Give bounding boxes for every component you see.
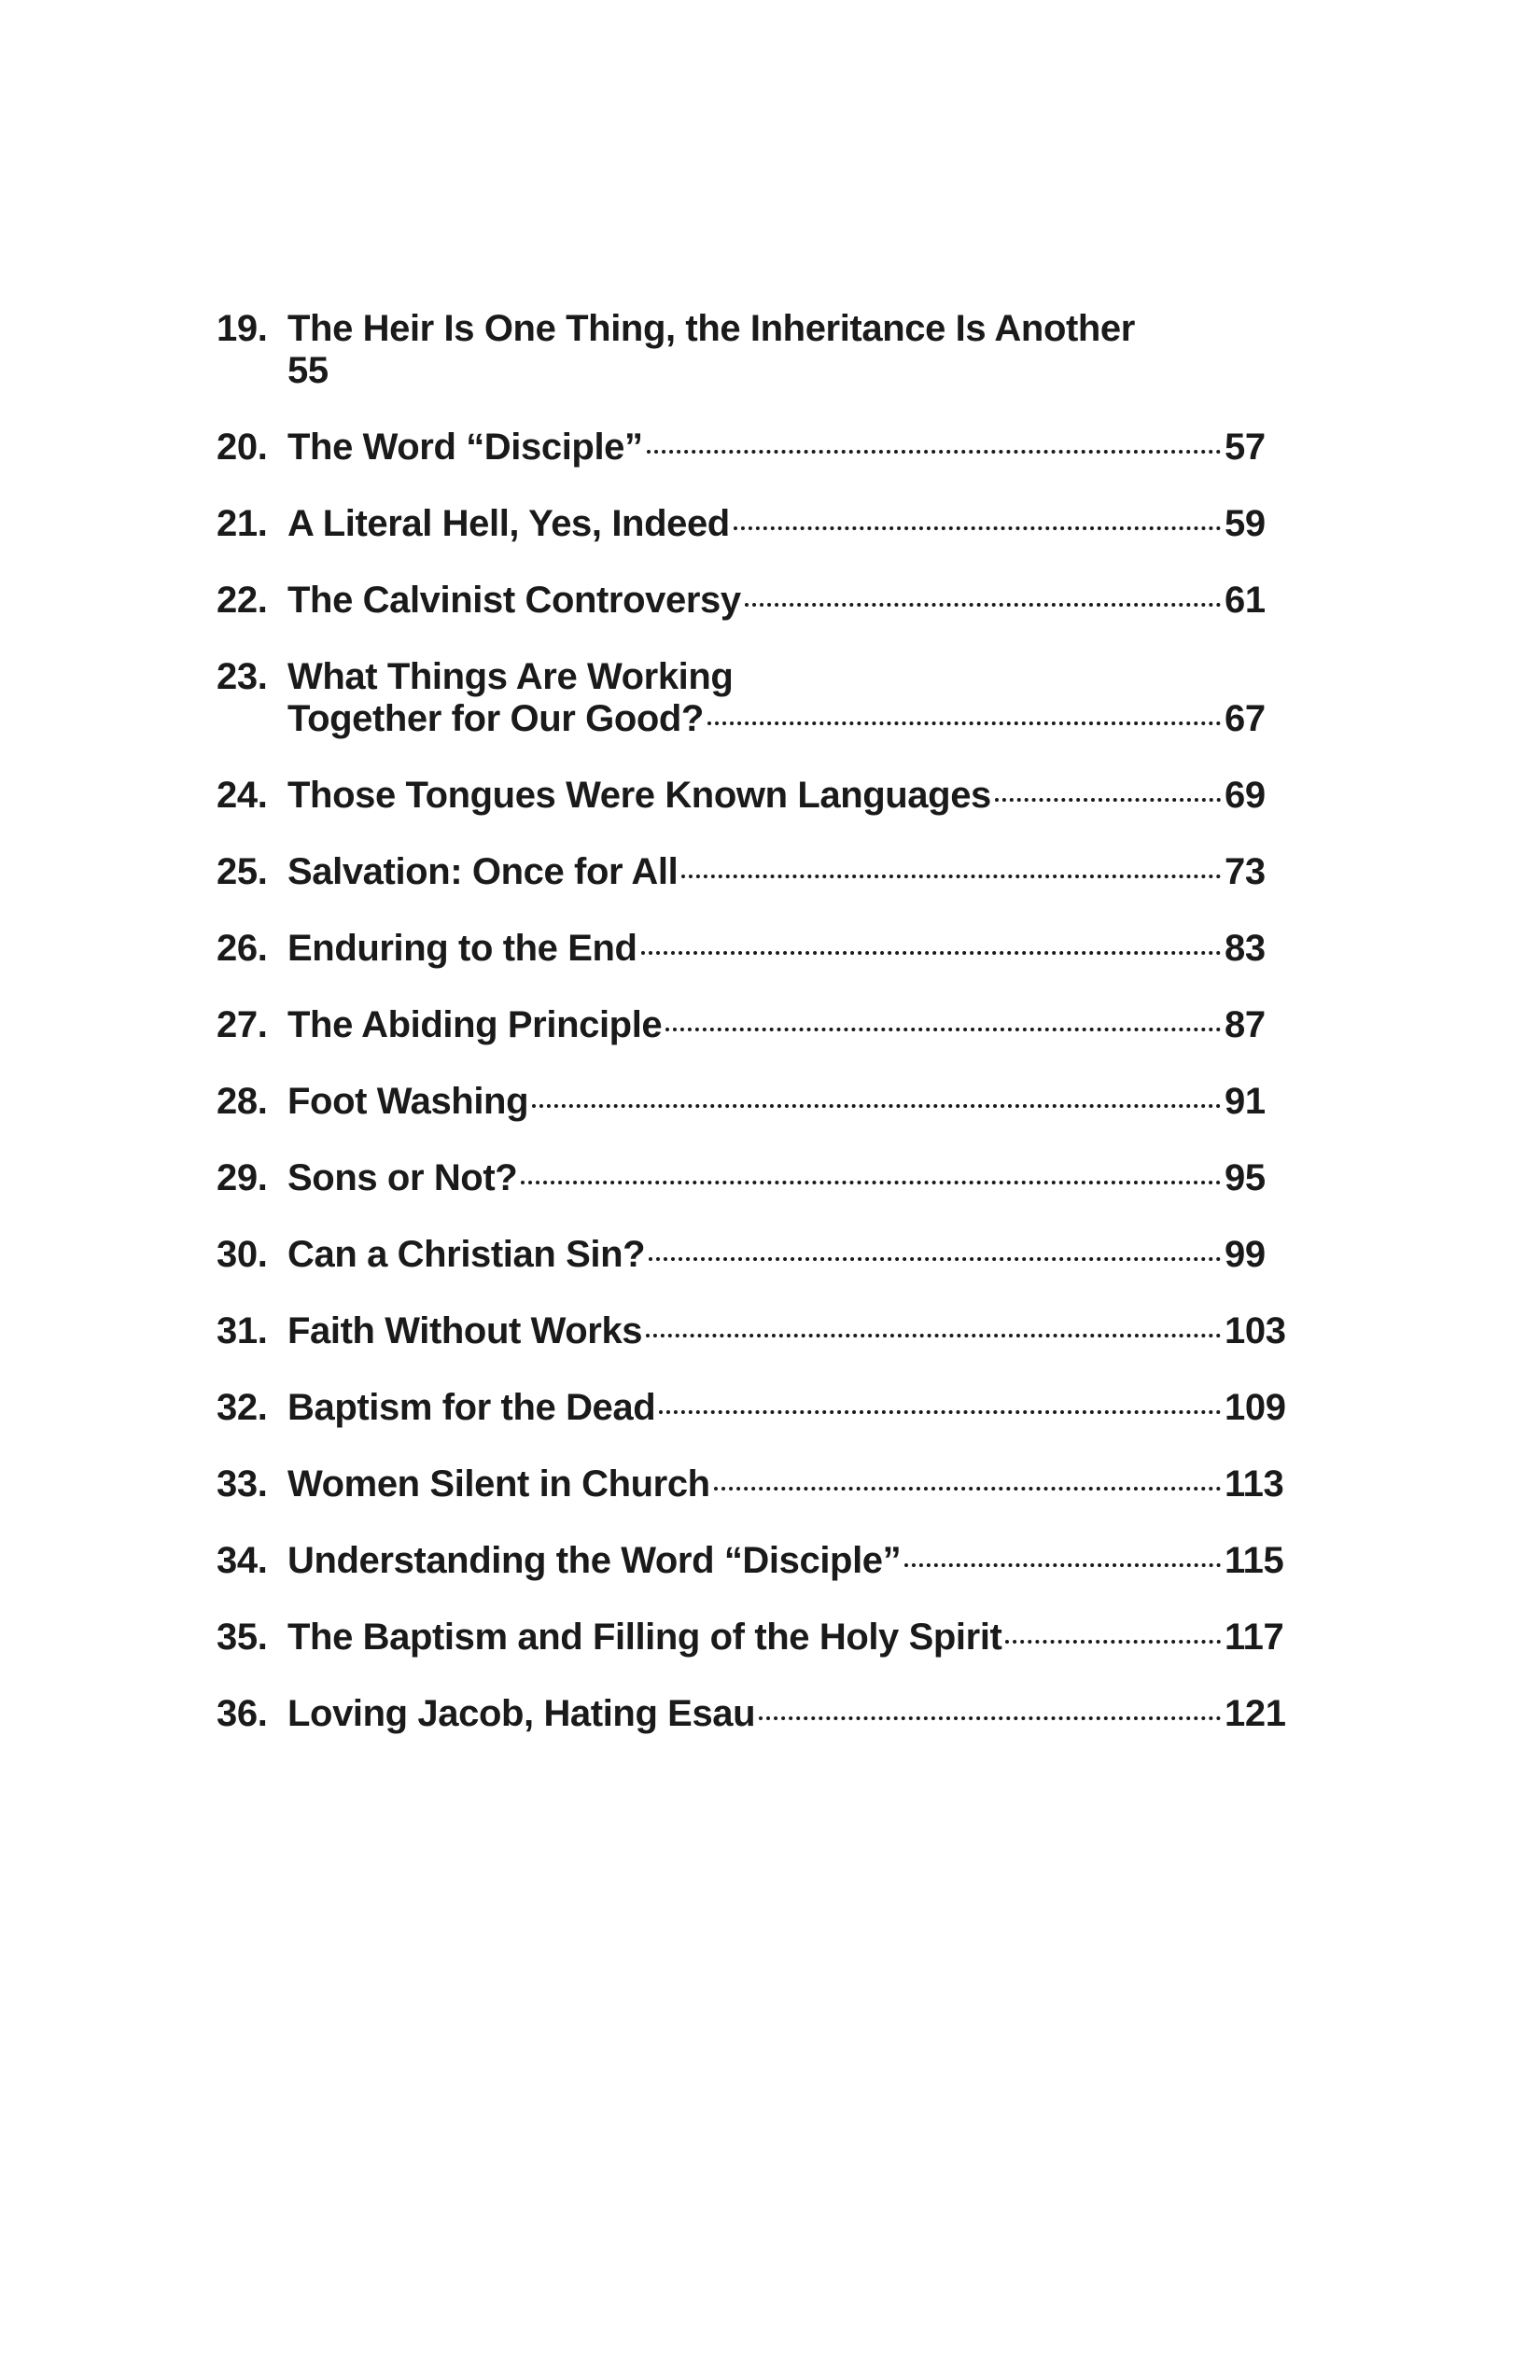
dot-leader [707, 721, 1221, 725]
toc-entry-page: 91 [1225, 1081, 1266, 1122]
toc-entry-page: 87 [1225, 1004, 1266, 1045]
dot-leader [649, 1257, 1221, 1261]
dot-leader [1005, 1640, 1221, 1644]
toc-entry-title: The Heir Is One Thing, the Inheritance Is Another [287, 308, 1135, 349]
toc-entry-title: The Calvinist Controversy [287, 580, 741, 621]
toc-entry-title: Can a Christian Sin? [287, 1234, 646, 1275]
toc-entry-25[interactable] [217, 851, 1307, 893]
toc-entry-number: 23. [217, 656, 268, 697]
toc-entry-page: 121 [1225, 1693, 1286, 1734]
toc-entry-title-line2: Together for Our Good? [287, 698, 704, 739]
toc-entry-title: A Literal Hell, Yes, Indeed [287, 503, 730, 544]
dot-leader [641, 951, 1221, 955]
toc-entry-33[interactable] [217, 1463, 1307, 1505]
dot-leader [714, 1487, 1221, 1491]
toc-entry-23[interactable] [217, 656, 1307, 740]
toc-entry-number: 27. [217, 1004, 268, 1045]
toc-entry-page: 117 [1225, 1617, 1284, 1658]
toc-entry-page: 113 [1225, 1463, 1284, 1505]
toc-entry-title: Salvation: Once for All [287, 851, 679, 892]
toc-entry-title: Faith Without Works [287, 1310, 643, 1351]
dot-leader [521, 1181, 1221, 1184]
toc-entry-number: 31. [217, 1310, 268, 1351]
toc-entry-title: The Baptism and Filling of the Holy Spirit [287, 1617, 1002, 1658]
toc-entry-number: 29. [217, 1157, 268, 1198]
toc-entry-title: The Abiding Principle [287, 1004, 663, 1045]
dot-leader [759, 1716, 1221, 1720]
toc-entry-32[interactable] [217, 1387, 1307, 1429]
dot-leader [665, 1028, 1221, 1031]
toc-entry-page: 95 [1225, 1157, 1266, 1198]
toc-entry-page: 73 [1225, 851, 1266, 892]
dot-leader [734, 526, 1221, 530]
toc-entry-title: Those Tongues Were Known Languages [287, 775, 991, 816]
toc-entry-title: Sons or Not? [287, 1157, 518, 1198]
toc-entry-title: The Word “Disciple” [287, 427, 643, 468]
toc-entry-number: 28. [217, 1081, 268, 1122]
toc-entry-29[interactable] [217, 1157, 1307, 1199]
toc-entry-27[interactable] [217, 1004, 1307, 1046]
toc-entry-number: 33. [217, 1463, 268, 1505]
toc-entry-number: 35. [217, 1617, 268, 1658]
toc-entry-title: Understanding the Word “Disciple” [287, 1540, 902, 1581]
toc-entry-page: 109 [1225, 1387, 1286, 1428]
toc-entry-number: 24. [217, 775, 268, 816]
toc-entry-number: 34. [217, 1540, 268, 1581]
dot-leader [681, 875, 1221, 878]
table-of-contents [217, 308, 1307, 1770]
toc-entry-number: 22. [217, 580, 268, 621]
toc-entry-number: 25. [217, 851, 268, 892]
toc-entry-26[interactable] [217, 928, 1307, 970]
toc-entry-number: 36. [217, 1693, 268, 1734]
toc-entry-31[interactable] [217, 1310, 1307, 1352]
dot-leader [647, 450, 1221, 454]
dot-leader [995, 798, 1221, 802]
toc-entry-page: 103 [1225, 1310, 1286, 1351]
dot-leader [532, 1104, 1221, 1108]
toc-entry-20[interactable] [217, 427, 1307, 469]
toc-entry-28[interactable] [217, 1081, 1307, 1123]
dot-leader [904, 1563, 1221, 1567]
toc-entry-title: Loving Jacob, Hating Esau [287, 1693, 756, 1734]
toc-entry-35[interactable] [217, 1617, 1307, 1659]
toc-entry-22[interactable] [217, 580, 1307, 622]
toc-entry-title: Foot Washing [287, 1081, 529, 1122]
toc-entry-page: 61 [1225, 580, 1266, 621]
toc-entry-page: 67 [1225, 698, 1266, 739]
toc-entry-title: Women Silent in Church [287, 1463, 710, 1505]
toc-entry-19[interactable] [217, 308, 1307, 392]
toc-entry-36[interactable] [217, 1693, 1307, 1735]
toc-entry-number: 21. [217, 503, 268, 544]
toc-entry-title-line1: What Things Are Working [287, 656, 734, 697]
toc-entry-page: 69 [1225, 775, 1266, 816]
toc-entry-title: Baptism for the Dead [287, 1387, 656, 1428]
toc-entry-page: 55 [287, 350, 329, 391]
toc-entry-21[interactable] [217, 503, 1307, 545]
toc-entry-number: 32. [217, 1387, 268, 1428]
toc-entry-page: 57 [1225, 427, 1266, 468]
toc-entry-30[interactable] [217, 1234, 1307, 1276]
toc-entry-number: 26. [217, 928, 268, 969]
toc-entry-page: 115 [1225, 1540, 1284, 1581]
toc-entry-title: Enduring to the End [287, 928, 637, 969]
toc-entry-page: 83 [1225, 928, 1266, 969]
toc-entry-number: 20. [217, 427, 268, 468]
toc-entry-34[interactable] [217, 1540, 1307, 1582]
toc-entry-number: 19. [217, 308, 268, 349]
toc-entry-page: 59 [1225, 503, 1266, 544]
toc-entry-24[interactable] [217, 775, 1307, 817]
toc-entry-page: 99 [1225, 1234, 1266, 1275]
toc-entry-number: 30. [217, 1234, 268, 1275]
dot-leader [646, 1334, 1221, 1337]
dot-leader [659, 1410, 1221, 1414]
dot-leader [745, 603, 1221, 607]
